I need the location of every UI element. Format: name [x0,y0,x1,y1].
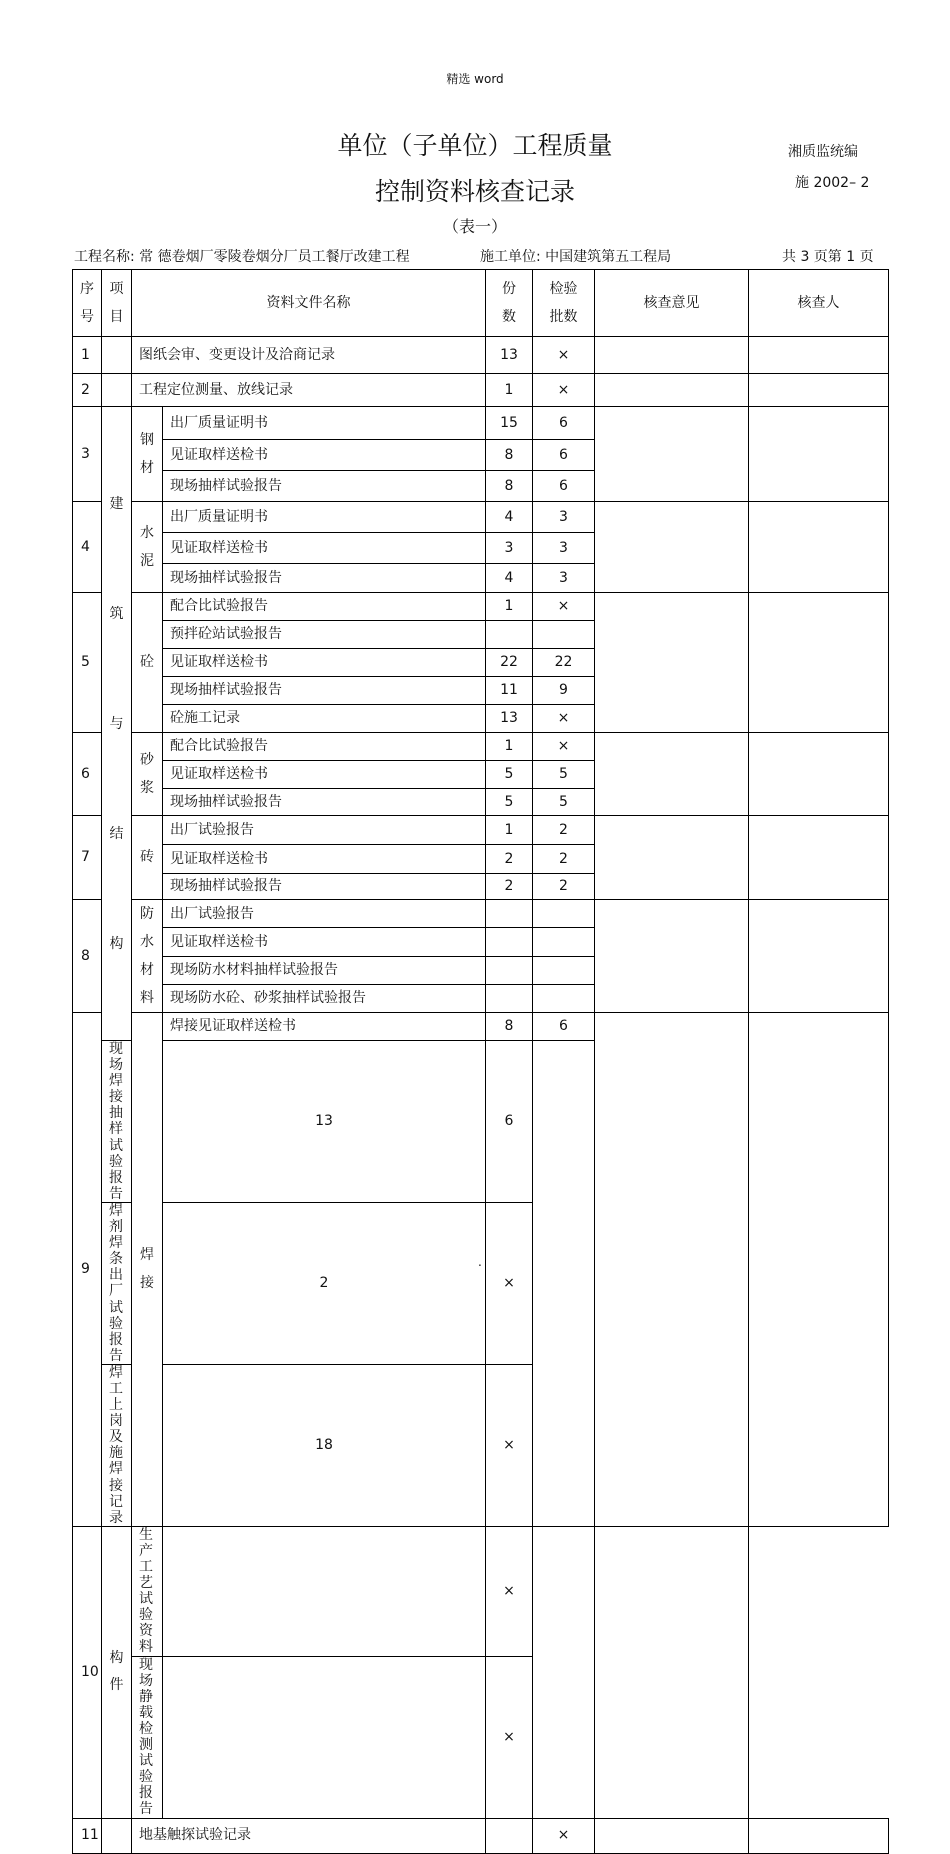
table-row: 5 砼 配合比试验报告 1 × [73,593,889,621]
page-indicator: 共 3 页第 1 页 [782,249,874,265]
table-row: 见证取样送检书 2 2 [73,845,889,874]
table-row: 现场抽样试验报告 5 5 [73,789,889,816]
table-row: 见证取样送检书 5 5 [73,761,889,789]
table-row: 3 建 筑 与 结 构 钢 材 出厂质量证明书 15 6 [73,407,889,440]
table-row: 现场抽样试验报告 4 3 [73,564,889,593]
subcategory-cement: 水 泥 [132,502,163,593]
table-row: 现场焊接抽样试验报告 13 6 [73,1041,889,1203]
table-row: 见证取样送检书 8 6 [73,440,889,471]
col-header-item: 项 目 [102,270,132,337]
construction-unit: 施工单位: 中国建筑第五工程局 [480,249,672,265]
project-name: 工程名称: 常 德卷烟厂零陵卷烟分厂员工餐厅改建工程 [74,249,410,265]
col-header-opinion: 核查意见 [595,270,749,337]
table-row: 见证取样送检书 3 3 [73,533,889,564]
table-row: 砼施工记录 13 × [73,705,889,733]
subcategory-welding: 焊 接 [132,1013,163,1527]
col-header-seq: 序 号 [73,270,102,337]
publisher-label: 湘质监统编 [788,144,858,160]
footer-dot: . [478,1255,482,1269]
table-row: 现场抽样试验报告 2 2 [73,874,889,900]
title-line-1: 单位（子单位）工程质量 [337,131,613,160]
table-row: 预拌砼站试验报告 [73,621,889,649]
subtitle: （表一） [442,217,507,236]
table-row: 10 构 件 生产工艺试验资料 × [73,1526,889,1656]
subcategory-steel: 钢 材 [132,407,163,502]
table-row: 2 工程定位测量、放线记录 1 × [73,374,889,407]
table-row: 9 焊 接 焊接见证取样送检书 8 6 [73,1013,889,1041]
table-row: 11 地基触探试验记录 × [73,1818,889,1853]
subcategory-mortar: 砂 浆 [132,733,163,816]
col-header-copies: 份 数 [486,270,533,337]
table-row: 1 图纸会审、变更设计及洽商记录 13 × [73,337,889,374]
table-row: 现场防水砼、砂浆抽样试验报告 [73,984,889,1012]
table-row: 7 砖 出厂试验报告 1 2 [73,816,889,845]
table-row: 6 砂 浆 配合比试验报告 1 × [73,733,889,761]
subcategory-components: 构 件 [102,1526,132,1818]
table-row: 现场防水材料抽样试验报告 [73,956,889,984]
subcategory-brick: 砖 [132,816,163,900]
col-header-batches: 检验 批数 [533,270,595,337]
records-table [72,269,889,1854]
subcategory-concrete: 砼 [132,593,163,733]
table-row: 见证取样送检书 22 22 [73,649,889,677]
form-code: 施 2002– 2 [795,175,870,191]
header-note: 精选 word [446,72,504,86]
table-row: 8 防 水 材 料 出厂试验报告 [73,900,889,928]
table-row: 焊工上岗及施焊接记录 18 × [73,1364,889,1526]
title-line-2: 控制资料核查记录 [374,177,575,206]
table-row: 焊剂焊条出厂试验报告 2 × [73,1202,889,1364]
subcategory-waterproof-material: 防 水 材 料 [132,900,163,1013]
table-header-row [73,270,889,337]
col-header-doc-name: 资料文件名称 [132,270,486,337]
table-row: 4 水 泥 出厂质量证明书 4 3 [73,502,889,533]
table-row: 见证取样送检书 [73,928,889,956]
table-row: 现场静载检测试验报告 × [73,1656,889,1818]
col-header-checker: 核查人 [749,270,889,337]
table-row: 现场抽样试验报告 11 9 [73,677,889,705]
category-building-structure: 建 筑 与 结 构 [102,407,132,1041]
table-row: 现场抽样试验报告 8 6 [73,471,889,502]
